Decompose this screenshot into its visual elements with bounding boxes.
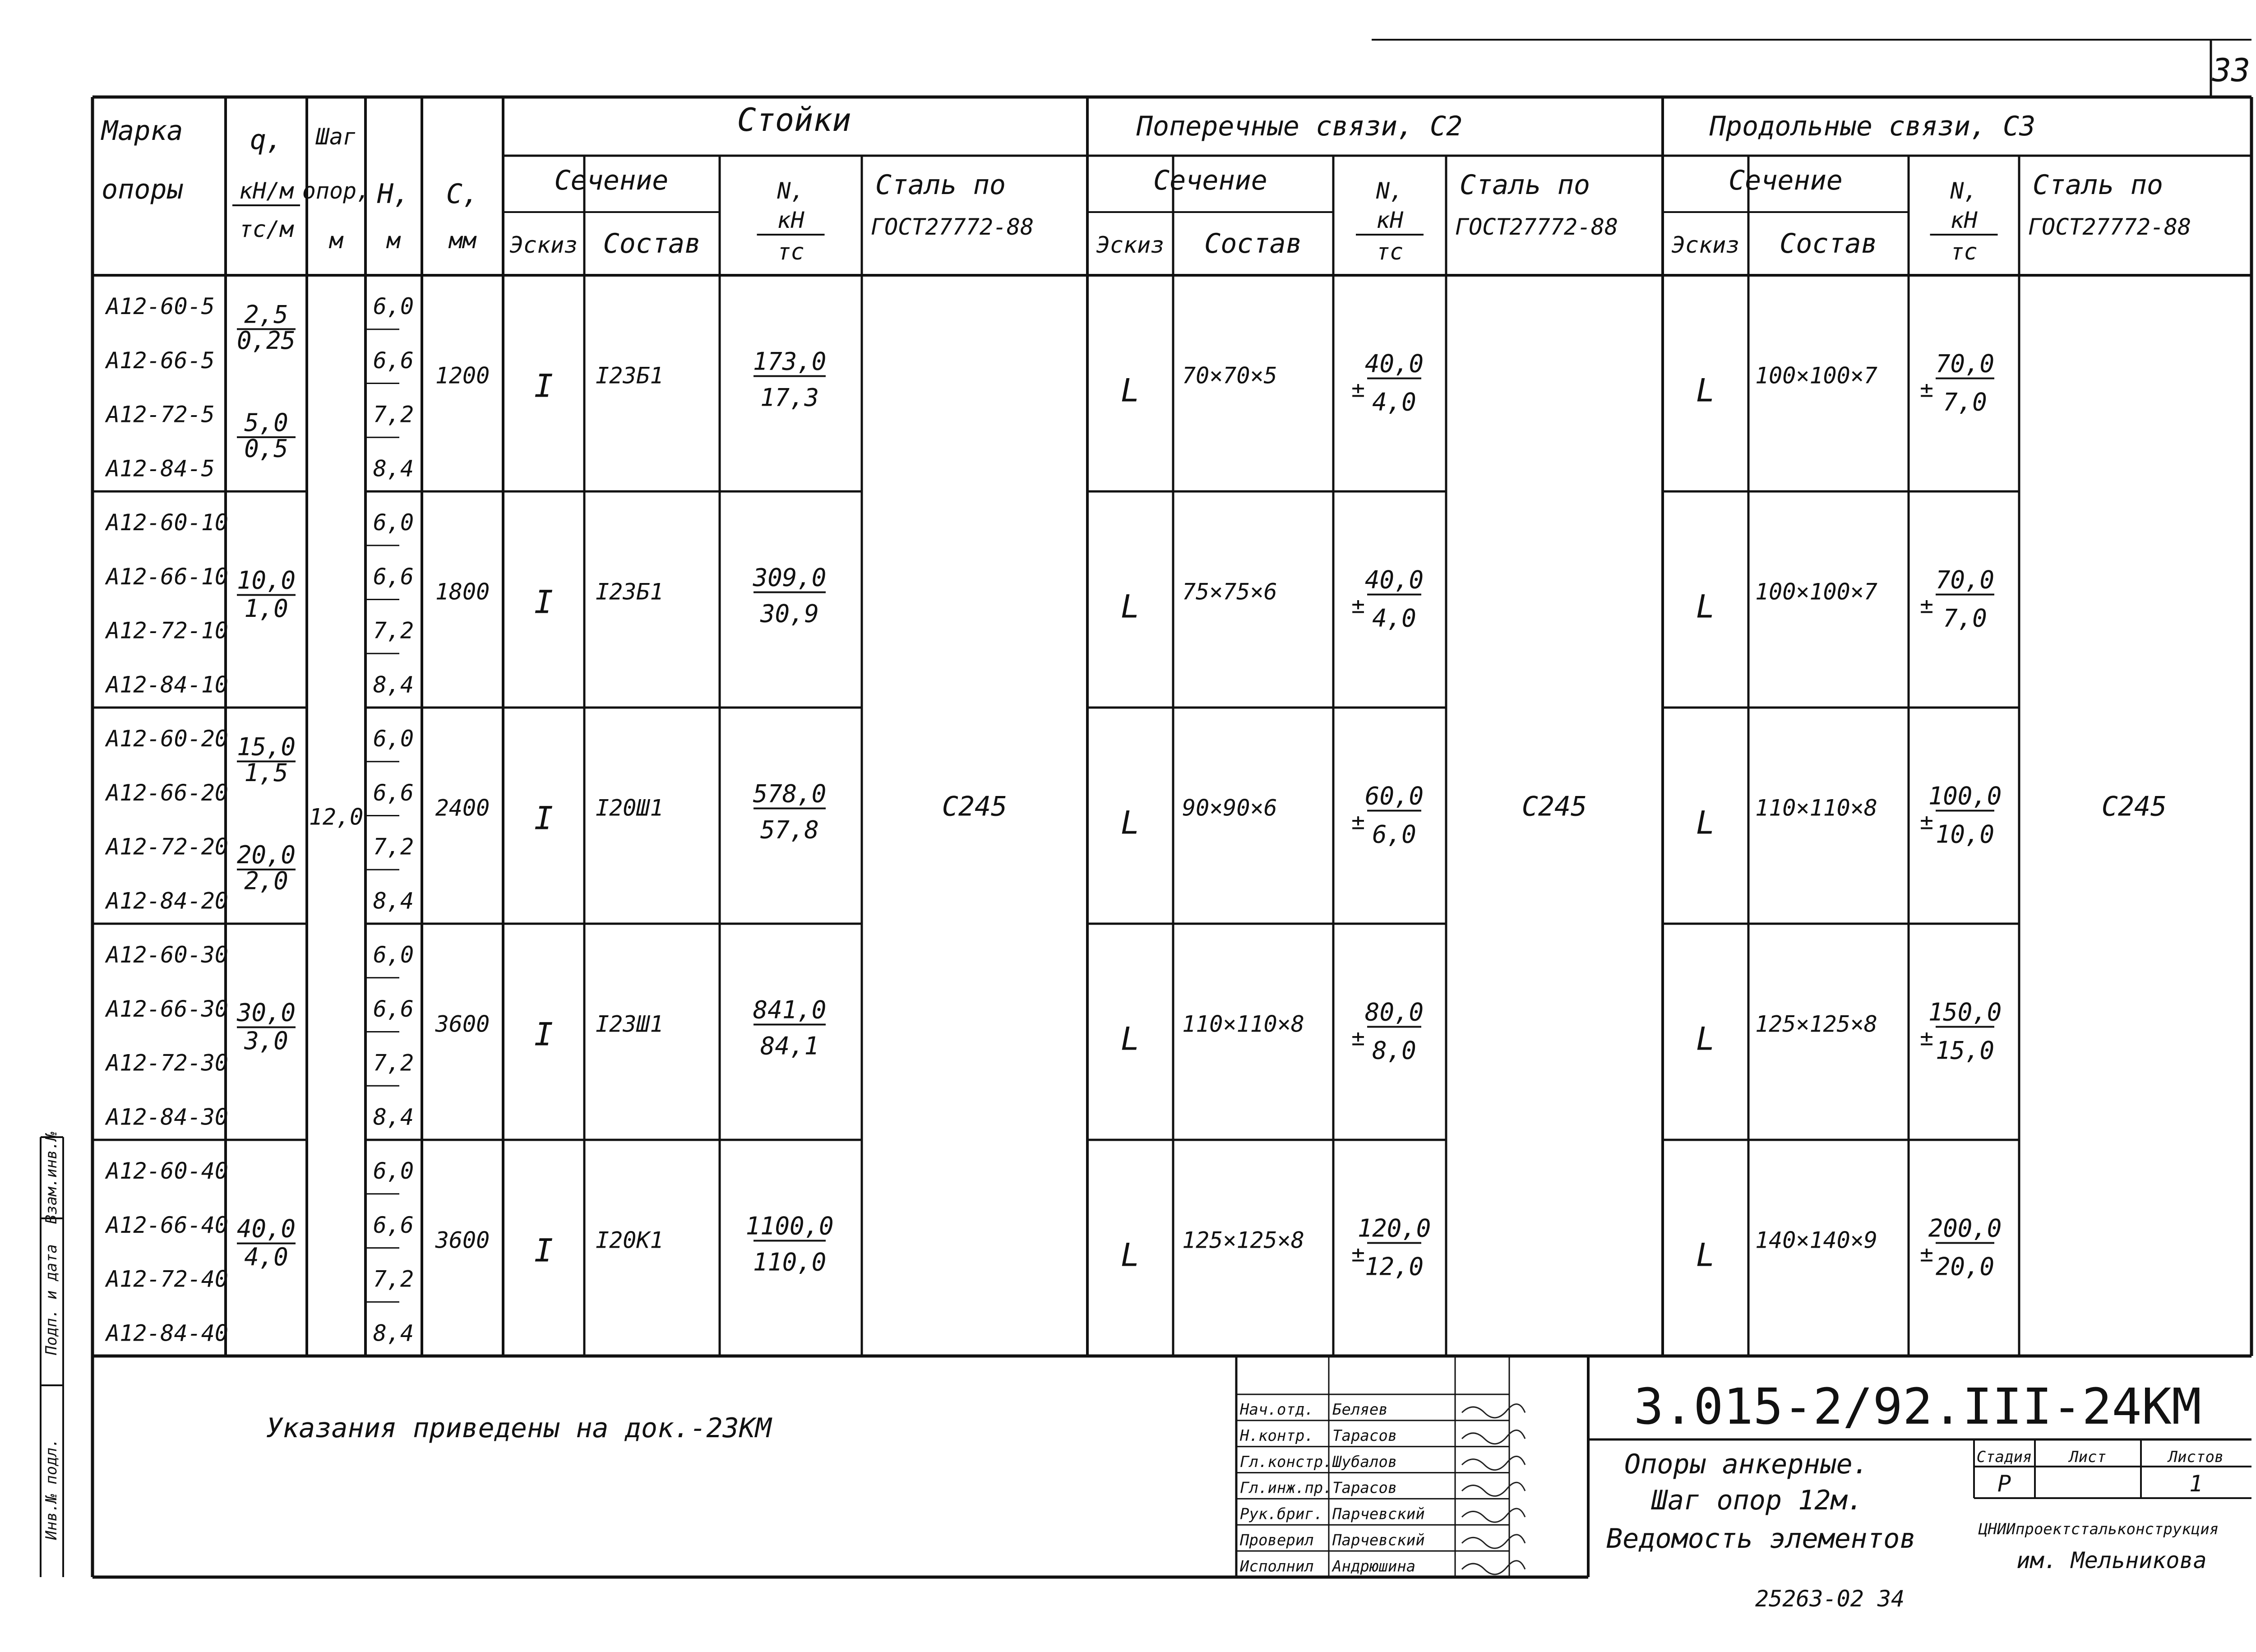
header-h-unit: м bbox=[386, 227, 401, 254]
q-value-top: 5,0 bbox=[244, 408, 288, 437]
pop-force-bottom: 6,0 bbox=[1372, 820, 1416, 849]
signature bbox=[1462, 1535, 1525, 1548]
height-value: 6,6 bbox=[373, 347, 414, 374]
header-h: H, bbox=[377, 178, 410, 210]
header-stal: Сталь по bbox=[875, 169, 1006, 201]
pop-profile: 110×110×8 bbox=[1182, 1011, 1304, 1037]
plus-minus: ± bbox=[1351, 592, 1365, 619]
angle-sketch-icon: L bbox=[1696, 1236, 1715, 1274]
height-value: 7,2 bbox=[373, 833, 414, 860]
height-value: 8,4 bbox=[373, 1104, 414, 1130]
pop-profile: 125×125×8 bbox=[1182, 1227, 1304, 1254]
height-value: 6,0 bbox=[373, 726, 414, 752]
height-value: 6,0 bbox=[373, 942, 414, 968]
post-force-bottom: 17,3 bbox=[760, 383, 819, 412]
prod-profile: 100×100×7 bbox=[1755, 362, 1877, 389]
note-text: Указания приведены на док.-23КМ bbox=[266, 1412, 772, 1444]
q-value-bottom: 0,5 bbox=[244, 434, 288, 463]
post-force-top: 578,0 bbox=[753, 779, 827, 808]
angle-sketch-icon: L bbox=[1120, 1020, 1140, 1058]
pop-force-top: 120,0 bbox=[1357, 1214, 1431, 1243]
plus-minus: ± bbox=[1351, 1240, 1365, 1267]
document-code: 3.015-2/92.III-24КМ bbox=[1633, 1378, 2202, 1435]
post-profile: I23Б1 bbox=[596, 578, 664, 605]
header-n-unit-kn: кН bbox=[777, 207, 804, 233]
stamp-name: Тарасов bbox=[1332, 1426, 1397, 1445]
q-value-top: 40,0 bbox=[236, 1214, 296, 1243]
header-stal-gost: ГОСТ27772-88 bbox=[2028, 214, 2191, 240]
q-value-top: 2,5 bbox=[244, 300, 288, 329]
mark-label: А12-60-20 bbox=[106, 726, 228, 752]
signature bbox=[1462, 1456, 1525, 1470]
prod-force-top: 100,0 bbox=[1928, 782, 2002, 810]
height-value: 8,4 bbox=[373, 455, 414, 482]
prod-force-bottom: 7,0 bbox=[1943, 388, 1987, 416]
stamp-name: Шубалов bbox=[1332, 1453, 1397, 1471]
prod-force-bottom: 20,0 bbox=[1935, 1252, 1995, 1281]
angle-sketch-icon: L bbox=[1696, 1020, 1715, 1058]
c-value: 2400 bbox=[435, 795, 490, 821]
mark-label: А12-60-40 bbox=[106, 1158, 228, 1185]
angle-sketch-icon: L bbox=[1696, 804, 1715, 842]
header-shag-2: опор, bbox=[302, 178, 370, 204]
mark-label: А12-72-20 bbox=[106, 833, 228, 860]
q-value-top: 30,0 bbox=[236, 998, 296, 1027]
i-beam-sketch-icon: I bbox=[534, 1016, 554, 1053]
margin-label: Подп. и дата bbox=[42, 1244, 60, 1355]
shag-value: 12,0 bbox=[309, 804, 364, 830]
i-beam-sketch-icon: I bbox=[534, 800, 554, 837]
header-stal-gost: ГОСТ27772-88 bbox=[871, 214, 1034, 240]
mark-label: А12-60-30 bbox=[106, 942, 228, 968]
page-number: 33 bbox=[2212, 52, 2251, 89]
mark-label: А12-66-40 bbox=[106, 1212, 228, 1238]
height-value: 7,2 bbox=[373, 1266, 414, 1292]
stamp-listov-value: 1 bbox=[2189, 1471, 2203, 1497]
plus-minus: ± bbox=[1351, 808, 1365, 835]
height-value: 8,4 bbox=[373, 671, 414, 698]
header-q-unit-knm: кН/м bbox=[239, 178, 294, 204]
angle-sketch-icon: L bbox=[1696, 588, 1715, 625]
header-q-unit-tsm: тс/м bbox=[239, 216, 294, 242]
mark-label: А12-72-10 bbox=[106, 617, 228, 644]
margin-label: Взам.инв.№ bbox=[42, 1131, 60, 1224]
plus-minus: ± bbox=[1351, 376, 1365, 403]
plus-minus: ± bbox=[1919, 1240, 1934, 1267]
header-marka-2: опоры bbox=[102, 174, 183, 205]
header-marka: Марка bbox=[102, 115, 183, 147]
c-value: 3600 bbox=[435, 1011, 490, 1037]
stamp-role: Исполнил bbox=[1240, 1557, 1314, 1576]
post-profile: I20Ш1 bbox=[596, 795, 664, 821]
steel-poperech: С245 bbox=[1521, 791, 1587, 823]
signature bbox=[1462, 1561, 1525, 1574]
q-value-bottom: 0,25 bbox=[236, 326, 296, 355]
doc-title-3: Ведомость элементов bbox=[1606, 1523, 1916, 1555]
prod-force-bottom: 10,0 bbox=[1935, 820, 1995, 849]
post-profile: I23Ш1 bbox=[596, 1011, 664, 1037]
mark-label: А12-84-40 bbox=[106, 1320, 228, 1347]
plus-minus: ± bbox=[1919, 376, 1934, 403]
prod-force-top: 150,0 bbox=[1928, 998, 2002, 1027]
header-sostav: Состав bbox=[1780, 228, 1877, 259]
stamp-list-label: Лист bbox=[2069, 1448, 2106, 1466]
header-n-unit-tc: тс bbox=[777, 239, 804, 265]
height-value: 6,6 bbox=[373, 995, 414, 1022]
prod-force-bottom: 15,0 bbox=[1935, 1036, 1995, 1065]
stamp-name: Парчевский bbox=[1332, 1531, 1425, 1550]
header-stal-gost: ГОСТ27772-88 bbox=[1455, 214, 1618, 240]
c-value: 3600 bbox=[435, 1227, 490, 1254]
q-value-bottom: 3,0 bbox=[244, 1026, 288, 1055]
steel-stoiki: С245 bbox=[942, 791, 1008, 823]
q-value-top: 15,0 bbox=[236, 732, 296, 761]
header-eskiz: Эскиз bbox=[1096, 232, 1165, 258]
pop-force-bottom: 4,0 bbox=[1372, 604, 1416, 633]
height-value: 8,4 bbox=[373, 1320, 414, 1347]
header-prodol: Продольные связи, С3 bbox=[1709, 111, 2036, 142]
height-value: 7,2 bbox=[373, 1050, 414, 1076]
stamp-listov-label: Листов bbox=[2168, 1448, 2224, 1466]
prod-profile: 125×125×8 bbox=[1755, 1011, 1877, 1037]
prod-force-top: 70,0 bbox=[1935, 349, 1995, 378]
header-shag-unit: м bbox=[329, 227, 343, 254]
c-value: 1800 bbox=[435, 578, 490, 605]
post-force-top: 173,0 bbox=[753, 347, 827, 376]
pop-force-bottom: 8,0 bbox=[1372, 1036, 1416, 1065]
mark-label: А12-84-20 bbox=[106, 888, 228, 914]
org-name: ЦНИИпроектстальконструкция bbox=[1979, 1520, 2219, 1538]
mark-label: А12-66-5 bbox=[106, 347, 215, 374]
mark-label: А12-66-20 bbox=[106, 779, 228, 806]
mark-label: А12-84-10 bbox=[106, 671, 228, 698]
angle-sketch-icon: L bbox=[1120, 1236, 1140, 1274]
header-stal: Сталь по bbox=[2033, 169, 2163, 201]
post-force-top: 1100,0 bbox=[745, 1212, 834, 1240]
stamp-name: Андрюшина bbox=[1332, 1557, 1416, 1576]
header-c: C, bbox=[446, 178, 479, 210]
height-value: 7,2 bbox=[373, 617, 414, 644]
header-n-unit-tc: тс bbox=[1950, 239, 1978, 265]
pop-profile: 70×70×5 bbox=[1182, 362, 1277, 389]
stamp-name: Парчевский bbox=[1332, 1505, 1425, 1523]
post-force-bottom: 57,8 bbox=[760, 815, 819, 844]
plus-minus: ± bbox=[1919, 808, 1934, 835]
angle-sketch-icon: L bbox=[1120, 588, 1140, 625]
stamp-role: Рук.бриг. bbox=[1240, 1505, 1323, 1523]
header-n-unit-kn: кН bbox=[1950, 207, 1978, 233]
steel-prodol: С245 bbox=[2101, 791, 2167, 823]
header-stal: Сталь по bbox=[1460, 169, 1590, 201]
footer-number: 25263-02 34 bbox=[1755, 1586, 1905, 1612]
angle-sketch-icon: L bbox=[1120, 372, 1140, 409]
header-n-unit-tc: тс bbox=[1376, 239, 1404, 265]
height-value: 6,6 bbox=[373, 1212, 414, 1238]
stamp-name: Беляев bbox=[1332, 1401, 1388, 1419]
plus-minus: ± bbox=[1919, 592, 1934, 619]
i-beam-sketch-icon: I bbox=[534, 367, 554, 405]
prod-profile: 100×100×7 bbox=[1755, 578, 1877, 605]
mark-label: А12-72-30 bbox=[106, 1050, 228, 1076]
i-beam-sketch-icon: I bbox=[534, 1232, 554, 1269]
angle-sketch-icon: L bbox=[1120, 804, 1140, 842]
header-poperech: Поперечные связи, С2 bbox=[1136, 111, 1463, 142]
prod-force-top: 200,0 bbox=[1928, 1214, 2002, 1243]
height-value: 8,4 bbox=[373, 888, 414, 914]
pop-force-bottom: 4,0 bbox=[1372, 388, 1416, 416]
header-q-symbol: q, bbox=[250, 124, 283, 156]
pop-force-bottom: 12,0 bbox=[1364, 1252, 1424, 1281]
post-profile: I20К1 bbox=[596, 1227, 664, 1254]
mark-label: А12-72-5 bbox=[106, 401, 215, 428]
header-sechenie: Сечение bbox=[554, 165, 669, 196]
header-sostav: Состав bbox=[603, 228, 701, 259]
post-profile: I23Б1 bbox=[596, 362, 664, 389]
signature bbox=[1462, 1482, 1525, 1496]
stamp-role: Н.контр. bbox=[1240, 1426, 1314, 1445]
pop-force-top: 40,0 bbox=[1364, 349, 1424, 378]
header-n: N, bbox=[1376, 178, 1404, 204]
doc-title-2: Шаг опор 12м. bbox=[1651, 1485, 1863, 1516]
header-stoiki: Стойки bbox=[737, 102, 851, 139]
stamp-role: Гл.констр. bbox=[1240, 1453, 1332, 1471]
mark-label: А12-66-10 bbox=[106, 563, 228, 590]
header-eskiz: Эскиз bbox=[509, 232, 578, 258]
stamp-name: Тарасов bbox=[1332, 1479, 1397, 1497]
pop-profile: 90×90×6 bbox=[1182, 795, 1277, 821]
stamp-stadia-value: Р bbox=[1997, 1471, 2011, 1497]
height-value: 7,2 bbox=[373, 401, 414, 428]
q-value-bottom: 4,0 bbox=[244, 1242, 288, 1271]
mark-label: А12-60-5 bbox=[106, 293, 215, 320]
height-value: 6,0 bbox=[373, 293, 414, 320]
prod-profile: 110×110×8 bbox=[1755, 795, 1877, 821]
header-sostav: Состав bbox=[1204, 228, 1302, 259]
prod-force-bottom: 7,0 bbox=[1943, 604, 1987, 633]
header-sechenie: Сечение bbox=[1153, 165, 1267, 196]
mark-label: А12-84-5 bbox=[106, 455, 215, 482]
q-value-top: 20,0 bbox=[236, 840, 296, 869]
mark-label: А12-72-40 bbox=[106, 1266, 228, 1292]
q-value-bottom: 2,0 bbox=[244, 866, 288, 895]
stamp-role: Гл.инж.пр. bbox=[1240, 1479, 1332, 1497]
post-force-top: 309,0 bbox=[753, 563, 827, 592]
height-value: 6,6 bbox=[373, 563, 414, 590]
header-eskiz: Эскиз bbox=[1671, 232, 1740, 258]
mark-label: А12-84-30 bbox=[106, 1104, 228, 1130]
pop-profile: 75×75×6 bbox=[1182, 578, 1277, 605]
q-value-bottom: 1,0 bbox=[244, 594, 288, 623]
stamp-role: Нач.отд. bbox=[1240, 1401, 1314, 1419]
stamp-role: Проверил bbox=[1240, 1531, 1314, 1550]
q-value-top: 10,0 bbox=[236, 566, 296, 595]
plus-minus: ± bbox=[1351, 1024, 1365, 1051]
angle-sketch-icon: L bbox=[1696, 372, 1715, 409]
post-force-bottom: 30,9 bbox=[760, 599, 819, 628]
plus-minus: ± bbox=[1919, 1024, 1934, 1051]
signature bbox=[1462, 1430, 1525, 1444]
mark-label: А12-60-10 bbox=[106, 509, 228, 536]
header-n: N, bbox=[777, 178, 804, 204]
header-c-unit: мм bbox=[448, 227, 476, 254]
doc-title-1: Опоры анкерные. bbox=[1624, 1448, 1869, 1480]
signature bbox=[1462, 1404, 1525, 1418]
org-name-2: им. Мельникова bbox=[2016, 1547, 2207, 1573]
height-value: 6,6 bbox=[373, 779, 414, 806]
post-force-top: 841,0 bbox=[753, 995, 827, 1024]
post-force-bottom: 84,1 bbox=[760, 1032, 819, 1060]
header-shag: Шаг bbox=[315, 124, 357, 150]
stamp-stadia-label: Стадия bbox=[1976, 1448, 2032, 1466]
pop-force-top: 40,0 bbox=[1364, 565, 1424, 594]
header-n: N, bbox=[1950, 178, 1978, 204]
pop-force-top: 80,0 bbox=[1364, 998, 1424, 1027]
pop-force-top: 60,0 bbox=[1364, 782, 1424, 810]
header-sechenie: Сечение bbox=[1729, 165, 1843, 196]
q-value-bottom: 1,5 bbox=[244, 758, 288, 787]
prod-force-top: 70,0 bbox=[1935, 565, 1995, 594]
post-force-bottom: 110,0 bbox=[753, 1248, 827, 1277]
margin-label: Инв.№ подл. bbox=[42, 1438, 60, 1540]
mark-label: А12-66-30 bbox=[106, 995, 228, 1022]
height-value: 6,0 bbox=[373, 509, 414, 536]
header-n-unit-kn: кН bbox=[1376, 207, 1404, 233]
prod-profile: 140×140×9 bbox=[1755, 1227, 1877, 1254]
i-beam-sketch-icon: I bbox=[534, 583, 554, 621]
height-value: 6,0 bbox=[373, 1158, 414, 1185]
signature bbox=[1462, 1509, 1525, 1522]
c-value: 1200 bbox=[435, 362, 490, 389]
